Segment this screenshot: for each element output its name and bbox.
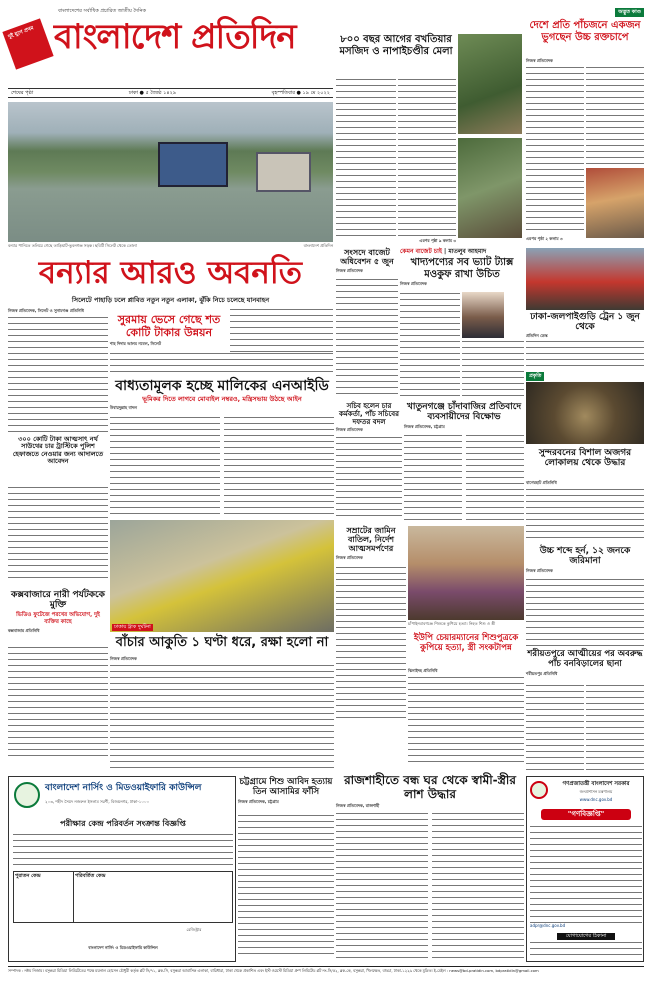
nursing-ad: [8, 776, 236, 962]
tax-body: [400, 292, 460, 396]
mela-photo: [458, 138, 522, 238]
nursing-notice: পরীক্ষার কেন্দ্র পরিবর্তন সংক্রান্ত বিজ্ঞপ্তি: [60, 819, 186, 828]
budget-title: সংসদে বাজেট অধিবেশন ৫ জুন: [340, 248, 394, 267]
footer-imprint: সম্পাদক : নঈম নিজাম। বসুন্ধরা মিডিয়া লিমিটেডের পক্ষে ময়নাল হোসেন চৌধুরী কর্তৃক প্লট সি/৭১, ব্লক-সি, বসুন্ধরা আবাসিক এলাকা, বারিধারা, ঢাকা থেকে প্রকাশিত এবং ইস্ট ওয়েস্ট মিডিয়া গ্রুপ লিমিটেড প্লট নং-সি/৫২, ব্লক-কে, বসুন্ধরা, খিলক্ষেত, বাড্ডা, ঢাকা-১২২৯ থেকে মুদ্রিত। ই-মেইল : news@bd-pratidin.com, bdpratidin@gmail.com: [8, 968, 539, 973]
police-story: [8, 436, 108, 586]
mela-title: ৮০০ বছর আগের বখতিয়ার মসজিদ ও নাপাইচণ্ডীর মেলা: [339, 34, 453, 57]
surmaa-title: সুরমায় ভেসে গেছে শত কোটি টাকার উন্নয়ন: [117, 313, 221, 339]
tax-byline: নিজস্ব প্রতিবেদক: [400, 281, 427, 287]
secretary-byline: নিজস্ব প্রতিবেদক: [336, 427, 363, 433]
sundarban-title: সুন্দরবনের বিশাল অজগর লোকালয় থেকে উদ্ধার: [538, 448, 632, 469]
sundarban-body: [526, 488, 644, 538]
health-title: দেশে প্রতি পাঁচজনে একজন ভুগছেন উচ্চ রক্তচাপে: [529, 20, 641, 43]
rajshahi-body-2: [432, 812, 524, 958]
surmaa-body: [110, 352, 333, 376]
bail-byline: নিজস্ব প্রতিবেদক: [336, 554, 363, 560]
accident-body: [110, 664, 334, 770]
bail-body: [336, 566, 406, 722]
accident-byline: নিজস্ব প্রতিবেদক: [110, 656, 137, 661]
nursing-footer: বাংলাদেশ নার্সিং ও মিডওয়াইফারি কাউন্সিল: [88, 945, 158, 950]
mosque-photo: [458, 34, 522, 134]
police-body: [8, 486, 108, 582]
khatunganj-byline: নিজস্ব প্রতিবেদক, চট্টগ্রাম: [404, 423, 445, 429]
secretary-body: [336, 436, 402, 520]
corner-badge: দুই যুগে প্রথম: [2, 18, 53, 69]
shariatpur-story: [526, 650, 644, 774]
secretary-title: সচিব হলেন চার কর্মকর্তা, পাঁচ সচিবের দফতর বদল: [338, 402, 400, 427]
khatunganj-body-2: [466, 434, 524, 520]
rajshahi-body: [336, 812, 428, 958]
health-tag: অদ্ভুত কাণ্ড: [615, 8, 644, 17]
page-label: শেষের পৃষ্ঠা: [11, 90, 34, 96]
masthead-title: বাংলাদেশ প্রতিদিন: [54, 17, 296, 57]
flood-credit: বাংলাদেশ প্রতিদিন: [303, 243, 333, 248]
coxs-title: কক্সবাজারে নারী পর্যটককে মুক্তি: [11, 590, 105, 611]
up-title: ইউপি চেয়ারম্যানের শিশুপুত্রকে কুপিয়ে হত্যা, স্ত্রী সংকটাপন্ন: [413, 633, 519, 653]
coxs-body: [8, 646, 108, 758]
nid-body-2: [224, 416, 334, 516]
health-cont: এরপর পৃষ্ঠা ২ কলাম ৩: [526, 236, 563, 241]
rajshahi-byline: নিজস্ব প্রতিবেদক, রাজশাহী: [336, 802, 380, 808]
bail-story: [336, 526, 406, 726]
govt-banner: "গণবিজ্ঞপ্তি": [541, 809, 631, 820]
govt-org: গণপ্রজাতন্ত্রী বাংলাদেশ সরকার: [562, 781, 630, 787]
train-byline: প্রতিদিন ডেস্ক: [526, 332, 548, 338]
mela-cont: এরপর পৃষ্ঠা ৯ কলাম ৩: [419, 238, 456, 243]
govt-web[interactable]: www.dnc.gov.bd: [579, 797, 613, 802]
govt-office: জনপ্রশাসন মন্ত্রণালয়: [579, 789, 613, 794]
tax-author: মাতলুব আহমাদ: [448, 248, 487, 255]
nid-title: বাধ্যতামূলক হচ্ছে মালিকের এনআইডি: [115, 378, 329, 394]
lead-subhead: সিলেটে পাহাড়ি ঢলে প্লাবিত নতুন নতুন এলাকা, ঝুঁকি নিচে চলেছে যানবাহন: [71, 296, 270, 304]
sundarban-story: [526, 372, 644, 542]
khatunganj-title: খাতুনগঞ্জে চাঁদাবাজির প্রতিবাদে ব্যবসায়ীদের বিক্ষোভ: [406, 402, 522, 423]
secretary-story: [336, 402, 402, 522]
old-center-col: পুরাতন কেন্দ্র: [14, 872, 74, 922]
flood-caption: বন্যার পানিতে তলিয়ে গেছে তাড়িঘাট-ভুবনগঞ্জ সড়ক। ছবিটি সিলেট থেকে তোলা: [8, 243, 137, 248]
budget-body: [336, 278, 398, 396]
nid-story: [110, 378, 334, 518]
train-photo: [526, 248, 644, 310]
nursing-signer: রেজিস্ট্রার: [186, 927, 202, 932]
govt-ad: [526, 776, 644, 962]
health-body-2: [586, 66, 644, 166]
footer-rule: [8, 966, 644, 967]
up-byline: ঝিনাইদহ প্রতিনিধি: [408, 668, 438, 673]
mela-body-2: [398, 78, 456, 238]
fine-title: উচ্চ শব্দে হর্ন, ১২ জনকে জরিমানা: [539, 546, 631, 567]
tax-body-2: [462, 340, 524, 396]
nursing-seal: [14, 782, 40, 808]
health-body-3: [526, 168, 584, 232]
accident-photo: [110, 520, 334, 632]
bus-shape: [158, 142, 228, 187]
date-bn: ঢাকা ● ৫ জ্যৈষ্ঠ ১৪২৯: [128, 90, 177, 96]
nursing-address: ২০৩, শহীদ সৈয়দ নজরুল ইসলাম সরণী, বিজয়নগর, ঢাকা-১০০০: [45, 799, 150, 804]
sundarban-tag: প্রকৃতি: [526, 372, 544, 381]
health-body: [526, 66, 584, 166]
tax-story: [400, 248, 524, 400]
mela-story: [336, 34, 456, 244]
rajshahi-title: রাজশাহীতে বন্ধ ঘর থেকে স্বামী-স্ত্রীর লাশ উদ্ধার: [344, 773, 516, 801]
train-story: [526, 248, 644, 366]
tax-kicker-row: কেমন বাজেট চাই | মাতলুব আহমাদ: [400, 248, 487, 255]
nid-byline: উবায়দুল্লাহ বাদল: [110, 404, 137, 410]
flood-photo: [8, 102, 333, 242]
govt-body: [530, 825, 642, 923]
nursing-council: বাংলাদেশ নার্সিং ও মিডওয়াইফারি কাউন্সিল: [45, 783, 202, 793]
govt-email[interactable]: adpr@dnc.gov.bd: [530, 923, 566, 928]
surmaa-byline: শাহ দিদার আলম নবেল, সিলেট: [110, 341, 162, 347]
train-title: ঢাকা-জলপাইগুড়ি ট্রেন ১ জুন থেকে: [530, 312, 640, 333]
govt-seal: [530, 781, 548, 799]
govt-contact-body: [530, 941, 642, 959]
child-title: চট্টগ্রামে শিশু আবিদ হত্যায় তিন আসামির ফাঁসি: [239, 777, 333, 797]
fine-byline: নিজস্ব প্রতিবেদক: [526, 567, 553, 573]
nursing-body: [13, 833, 233, 869]
dateline: [8, 88, 333, 98]
coxs-byline: কক্সবাজার প্রতিনিধি: [8, 627, 40, 633]
khatunganj-body: [404, 434, 462, 520]
python-photo: [526, 382, 644, 444]
coxs-sub: ভিডিও ফুটেজে পরখের অভিযোগ, দুই ব্যক্তির কাছে: [16, 611, 100, 626]
nid-sub: ভূমিকর দিতে লাগবে মোবাইল নম্বরও, মন্ত্রিসভায় উঠছে আইন: [142, 395, 302, 404]
accident-caption: ঢাকায় ট্রাক দুর্ঘটনা: [114, 624, 151, 630]
new-center-col: পরিবর্তিত কেন্দ্র: [75, 873, 106, 879]
shariatpur-byline: শরীয়তপুর প্রতিনিধি: [526, 670, 558, 676]
health-byline: নিজস্ব প্রতিবেদক: [526, 58, 553, 63]
mela-body: [336, 78, 396, 238]
sundarban-byline: বাগেরহাট প্রতিনিধি: [526, 480, 557, 485]
accident-headline: বাঁচার আকুতি ১ ঘণ্টা ধরে, রক্ষা হলো না: [115, 635, 329, 650]
health-story: [526, 8, 644, 244]
fine-story: [526, 546, 644, 648]
shariatpur-body: [526, 684, 584, 772]
fine-body: [526, 578, 644, 646]
date-day: বৃহস্পতিবার ● ১৯ মে ২০২২: [271, 90, 330, 96]
tagline: বাংলাদেশের সর্বাধিক প্রচারিত জাতীয় দৈনিক: [58, 8, 146, 14]
child-story: [238, 778, 334, 960]
lead-headline: বন্যার আরও অবনতি: [38, 255, 303, 291]
nursing-table: [13, 871, 233, 923]
budget-story: [336, 248, 398, 400]
lead-byline: নিজস্ব প্রতিবেদক, সিলেট ও সুনামগঞ্জ প্রতিনিধি: [8, 308, 84, 313]
family-photo: [408, 526, 524, 620]
police-title: ৩০০ কোটি টাকা আত্মসাৎ নর্থ সাউথের চার ট্রাস্টিকে পুলিশ হেফাজতে নেওয়ার জন্য আদালতে আবেদন: [12, 435, 104, 466]
rajshahi-story: [336, 774, 524, 960]
child-body: [238, 814, 334, 958]
shariatpur-title: শরীয়তপুরে আত্মীয়ের পর অবরুদ্ধ পাঁচ বনবিড়ালের ছানা: [527, 649, 643, 669]
tax-kicker: কেমন বাজেট চাই: [400, 248, 442, 255]
truck-shape: [256, 152, 311, 192]
budget-byline: নিজস্ব প্রতিবেদক: [336, 268, 363, 274]
masthead: [8, 6, 333, 84]
coxs-story: [8, 590, 108, 770]
govt-contact: যোগাযোগের ঠিকানা: [557, 933, 615, 940]
child-byline: নিজস্ব প্রতিবেদক, চট্টগ্রাম: [238, 798, 279, 804]
family-caption: চাঁপাইনবাবগঞ্জে শিশুকে কুপিয়ে হত্যা। নিহত শিশু ও স্ত্রী: [408, 621, 496, 626]
train-body: [526, 340, 644, 366]
nid-body: [110, 416, 220, 516]
author-portrait: [462, 292, 504, 338]
up-body: [408, 676, 524, 764]
khatunganj-story: [404, 402, 524, 522]
shariatpur-body-2: [586, 684, 644, 772]
street-photo: [586, 168, 644, 238]
bail-title: সম্রাটের জামিন বাতিল, নির্দেশ আত্মসমর্পণের: [346, 526, 396, 554]
tax-title: খাদ্যপণ্যের সব ভ্যাট ট্যাক্স মওকুফ রাখা উচিত: [410, 257, 514, 280]
lead-body: [8, 316, 108, 434]
